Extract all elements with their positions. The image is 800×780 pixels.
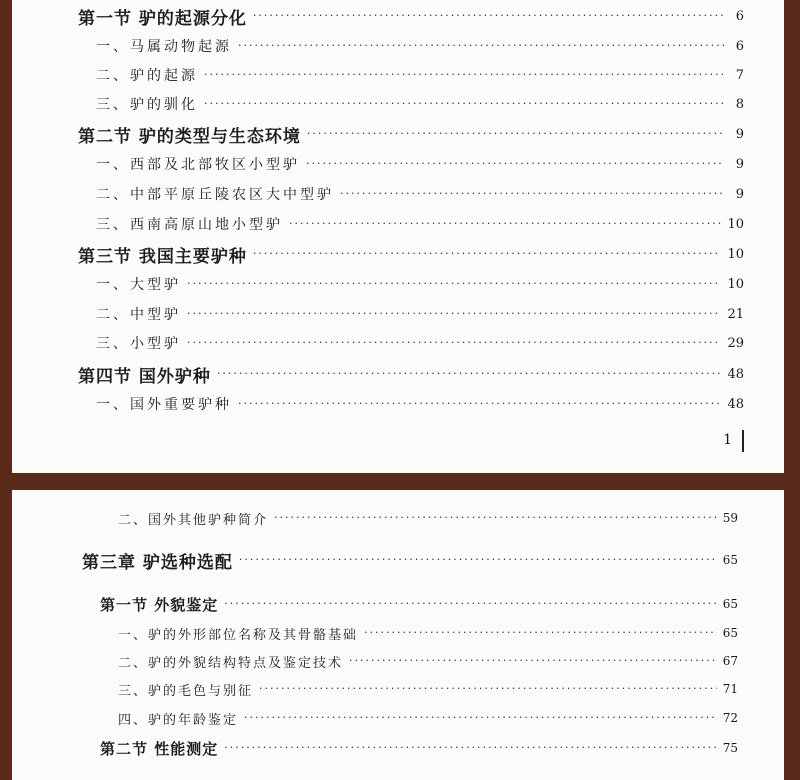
toc-page-1 <box>12 0 784 473</box>
toc-entry-page: 72 <box>722 711 738 725</box>
toc-entry-label: 二、驴的起源 <box>96 68 198 84</box>
leader-dots <box>349 648 717 674</box>
toc-entry-label: 第二节 驴的类型与生态环境 <box>78 126 301 147</box>
toc-entry-page: 9 <box>735 126 744 142</box>
toc-entry <box>118 648 738 674</box>
toc-page-2 <box>12 490 784 780</box>
toc-entry-label: 第二节 性能测定 <box>100 739 219 758</box>
leader-dots <box>187 301 721 327</box>
leader-dots <box>224 735 716 761</box>
toc-entry <box>78 361 744 387</box>
leader-dots <box>364 620 717 646</box>
leader-dots <box>289 211 721 237</box>
leader-dots <box>204 62 724 88</box>
toc-entry-page: 8 <box>735 96 744 112</box>
toc-entry <box>82 547 738 573</box>
leader-dots <box>238 33 724 59</box>
toc-entry-page: 75 <box>722 741 738 755</box>
toc-entry-label: 三、驴的毛色与别征 <box>118 683 254 699</box>
leader-dots <box>259 676 717 702</box>
leader-dots <box>306 151 724 177</box>
toc-entry-label: 四、驴的年龄鉴定 <box>118 712 239 728</box>
leader-dots <box>307 121 724 147</box>
toc-entry-page: 65 <box>722 626 738 640</box>
leader-dots <box>238 391 721 417</box>
toc-entry <box>96 151 744 177</box>
toc-entry-page: 10 <box>727 246 744 262</box>
toc-entry <box>100 735 738 761</box>
toc-entry-label: 第一节 外貌鉴定 <box>100 595 219 614</box>
toc-entry <box>96 301 744 327</box>
toc-entry <box>96 181 744 207</box>
toc-entry <box>96 33 744 59</box>
toc-entry-label: 第三章 驴选种选配 <box>82 552 233 573</box>
toc-entry-label: 三、小型驴 <box>96 336 181 352</box>
toc-entry-page: 71 <box>722 682 738 696</box>
leader-dots <box>204 91 724 117</box>
toc-entry-page: 10 <box>727 216 744 232</box>
toc-entry <box>78 121 744 147</box>
toc-entry-label: 三、驴的驯化 <box>96 97 198 113</box>
toc-entry <box>96 91 744 117</box>
leader-dots <box>253 3 724 29</box>
toc-entry-label: 二、中部平原丘陵农区大中型驴 <box>96 187 334 203</box>
toc-entry-page: 9 <box>735 186 744 202</box>
toc-entry <box>96 330 744 356</box>
toc-entry <box>118 505 738 531</box>
toc-entry <box>96 391 744 417</box>
toc-entry <box>118 676 738 702</box>
toc-entry-page: 59 <box>722 511 738 525</box>
toc-entry-page: 65 <box>722 553 738 567</box>
toc-entry <box>78 241 744 267</box>
toc-entry-page: 10 <box>727 276 744 292</box>
leader-dots <box>274 505 717 531</box>
toc-entry-page: 29 <box>727 335 744 351</box>
toc-entry-label: 一、驴的外形部位名称及其骨骼基础 <box>118 627 359 643</box>
toc-entry <box>118 620 738 646</box>
toc-entry <box>100 591 738 617</box>
page-edge-rule <box>742 430 744 452</box>
toc-entry-page: 48 <box>727 396 744 412</box>
toc-entry-label: 二、中型驴 <box>96 307 181 323</box>
toc-entry-page: 9 <box>735 156 744 172</box>
leader-dots <box>253 241 722 267</box>
leader-dots <box>340 181 724 207</box>
page-number: 1 <box>723 432 732 448</box>
toc-entry-page: 7 <box>735 67 744 83</box>
toc-entry-label: 一、西部及北部牧区小型驴 <box>96 157 300 173</box>
leader-dots <box>239 547 717 573</box>
toc-entry <box>78 3 744 29</box>
toc-entry-label: 第四节 国外驴种 <box>78 366 211 387</box>
leader-dots <box>244 705 717 731</box>
toc-entry-label: 第三节 我国主要驴种 <box>78 246 247 267</box>
toc-entry-page: 65 <box>722 597 738 611</box>
toc-entry <box>96 62 744 88</box>
toc-entry-page: 67 <box>722 654 738 668</box>
toc-entry-label: 第一节 驴的起源分化 <box>78 8 247 29</box>
toc-entry-label: 三、西南高原山地小型驴 <box>96 217 283 233</box>
leader-dots <box>187 271 721 297</box>
toc-entry <box>96 271 744 297</box>
toc-entry <box>118 705 738 731</box>
toc-entry-label: 二、驴的外貌结构特点及鉴定技术 <box>118 655 344 671</box>
toc-entry-label: 二、国外其他驴种简介 <box>118 512 269 528</box>
leader-dots <box>224 591 716 617</box>
toc-entry-page: 48 <box>727 366 744 382</box>
toc-entry-label: 一、国外重要驴种 <box>96 397 232 413</box>
toc-entry-label: 一、马属动物起源 <box>96 39 232 55</box>
leader-dots <box>187 330 721 356</box>
toc-entry <box>96 211 744 237</box>
toc-entry-page: 21 <box>727 306 744 322</box>
toc-entry-page: 6 <box>735 38 744 54</box>
toc-entry-label: 一、大型驴 <box>96 277 181 293</box>
toc-entry-page: 6 <box>735 8 744 24</box>
leader-dots <box>217 361 722 387</box>
